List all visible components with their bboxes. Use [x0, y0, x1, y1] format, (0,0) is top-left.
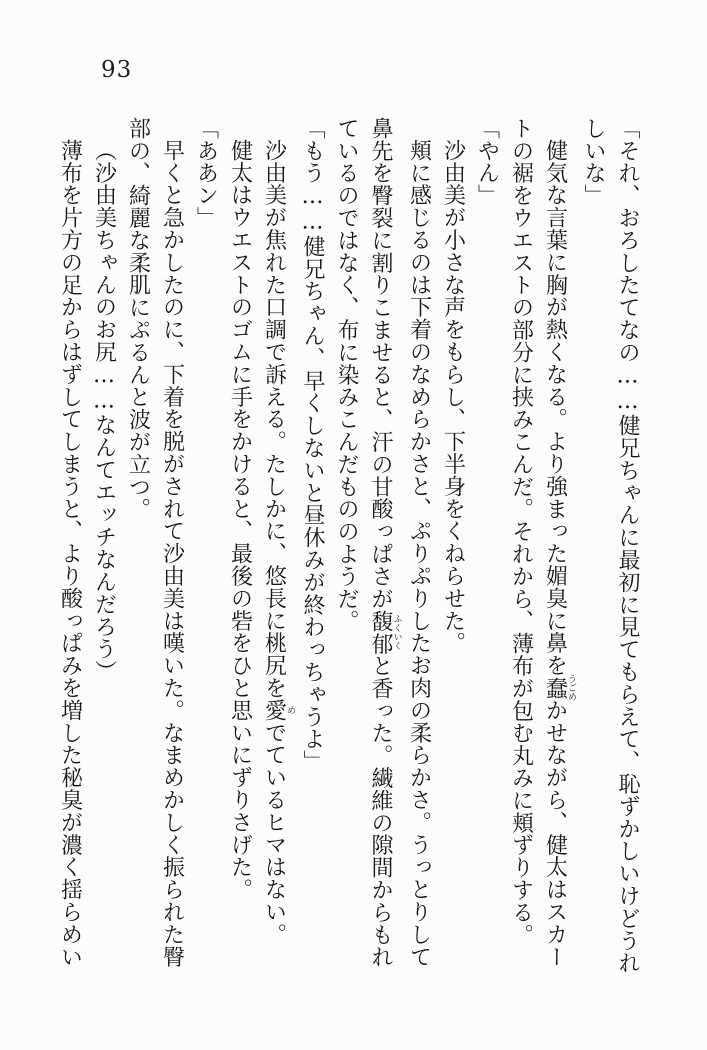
furigana-annotated-word: 馥郁ふくいく — [368, 609, 402, 655]
text-line: 頬に感じるのは下着のなめらかさと、ぷりぷりしたお肉の柔らかさ。うっとりして — [406, 139, 432, 968]
text-line: 鼻先を臀裂に割りこませると、汗の甘酸っぱさが馥郁ふくいくと香った。繊維の隙間からもれ — [368, 117, 402, 969]
text-line: トの裾をウエストの部分に挟みこんだ。それから、薄布が包む丸みに頬ずりする。 — [508, 117, 534, 946]
text-line: 「ああン」 — [193, 117, 219, 229]
text-line: 早くと急かしたのに、下着を脱がされて沙由美は嘆いた。なまめかしく振られた臀 — [159, 139, 185, 968]
text-block — [53, 117, 645, 975]
text-line: 健太はウエストのゴムに手をかけると、最後の砦をひと思いにずりさげた。 — [227, 139, 253, 901]
text-line: 「やん」 — [474, 117, 500, 207]
text-line: 健気な言葉に胸が熱くなる。より強まった媚臭に鼻を蠢うごめかせながら、健太はスカー — [542, 139, 576, 968]
text-line: 沙由美が焦れた口調で訴える。たしかに、悠長に桃尻を愛めでているヒマはない。 — [261, 139, 295, 946]
text-line: （沙由美ちゃんのお尻……なんてエッチなんだろう） — [91, 139, 117, 683]
text-line: 「もう……健兄ちゃん、早くしないと昼休みが終わっちゃうよ」 — [300, 117, 325, 773]
page-number: 93 — [101, 57, 133, 83]
furigana-annotated-word: 愛め — [261, 699, 295, 722]
furigana-annotated-word: 蠢うごめ — [542, 674, 576, 702]
text-line: 部の、綺麗な柔肌にぷるんと波が立つ。 — [125, 117, 151, 521]
text-line: 薄布を片方の足からはずしてしまうと、より酸っぱみを増した秘臭が濃く揺らめい — [57, 139, 83, 968]
text-line: ているのではなく、布に染みこんだもののようだ。 — [334, 117, 359, 633]
text-line: 「それ、おろしたてなの……健兄ちゃんに最初に見てもらえて、恥ずかしいけどうれ — [615, 117, 640, 975]
text-line: しいな」 — [581, 117, 606, 207]
text-line: 沙由美が小さな声をもらし、下半身をくねらせた。 — [440, 139, 466, 655]
